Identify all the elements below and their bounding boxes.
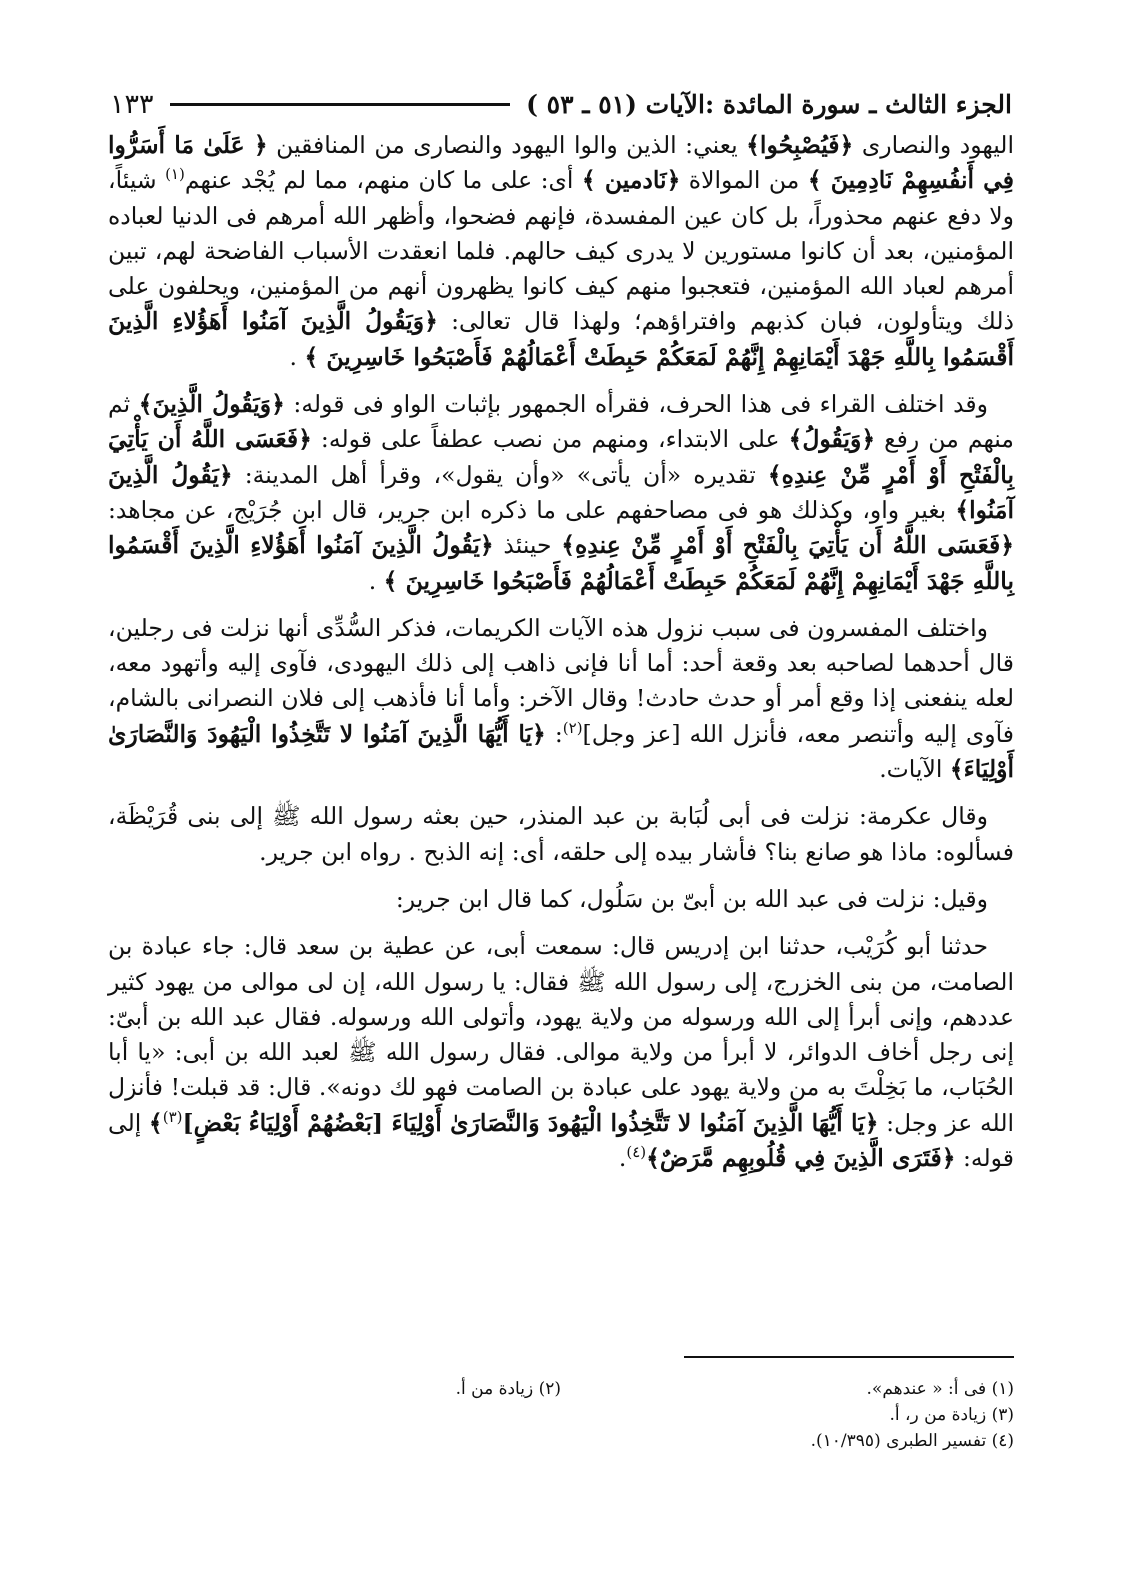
text: .	[618, 1144, 627, 1173]
footnote-ref: (٣)	[162, 1107, 183, 1126]
footnote-ref: (٢)	[562, 718, 583, 737]
text: .	[289, 342, 305, 371]
quran-quote: ﴿فَتَرَى الَّذِينَ فِي قُلُوبِهِم مَّرَضٌ﴾	[646, 1144, 956, 1173]
text: شيئاً، ولا دفع عنهم محذوراً، بل كان عين المفسدة، فإنهم فضحوا، وأظهر الله أمرهم فى الدنيا لعباده المؤمنين، بعد أن كانوا مستورين لا يدرى كيف حالهم. فلما انعقدت الأسباب الفاضحة لهم، تبين أمرهم لعباد الله المؤمنين، فتعجبوا منهم كيف كانوا يظهرون أنهم من المؤمنين، ويحلفون على ذلك ويتأولون، فبان كذبهم وافتراؤهم؛ ولهذا قال تعالى:	[108, 166, 1014, 336]
paragraph-5	[108, 882, 1014, 917]
header-rule	[170, 103, 511, 106]
page-body	[108, 128, 1014, 1188]
quran-quote: ﴿وَيَقُولُ الَّذِينَ﴾	[138, 390, 285, 419]
footnote-ref: (٤)	[626, 1143, 647, 1162]
footnote-row	[108, 1376, 1014, 1402]
text: واختلف المفسرون فى سبب نزول هذه الآيات الكريمات، فذكر السُّدِّى أنها نزلت فى رجلين، قال أحدهما لصاحبه بعد وقعة أحد: أما أنا فإنى ذاهب إلى ذلك اليهودى، فآوى إليه وأتهود معه، لعله ينفعنى إذا وقع أمر أو حدث حادث! وقال الآخر: وأما أنا فأذهب إلى فلان النصرانى بالشام، فآوى إليه وأتنصر معه، فأنزل الله [عز وجل]	[108, 613, 1015, 748]
footnote-ref: (١)	[165, 165, 185, 184]
text: حدثنا أبو كُرَيْب، حدثنا ابن إدريس قال: سمعت أبى، عن عطية بن سعد قال: جاء عبادة بن الصامت، من بنى الخزرج، إلى رسول الله ﷺ فقال: يا رسول الله، إن لى موالى من يهود كثير عددهم، وإنى أبرأ إلى الله ورسوله من ولاية يهود، وأتولى الله ورسوله. فقال عبد الله بن أبىّ: إنى رجل أخاف الدوائر، لا أبرأ من ولاية موالى. فقال رسول الله ﷺ لعبد الله بن أبى: «يا أبا الحُبَاب، ما بَخِلْتَ به من ولاية يهود على عبادة بن الصامت فهو لك دونه». قال: قد قبلت! فأنزل الله عز وجل:	[108, 932, 1015, 1137]
text: .	[368, 566, 384, 595]
footnote-4: (٤) تفسير الطبرى (١٠/٣٩٥).	[810, 1431, 1014, 1451]
paragraph-1	[108, 128, 1014, 375]
text: الآيات.	[879, 755, 950, 784]
text: بغير واو، وكذلك هو فى مصاحفهم على ما ذكره ابن جرير، قال ابن جُرَيْج، عن مجاهد:	[108, 495, 956, 524]
page-number: ١٣٣	[110, 88, 154, 120]
text: تقديره «أن يأتى» «وأن يقول»، وقرأ أهل المدينة:	[232, 460, 768, 489]
quran-quote: ﴿يَا أَيُّهَا الَّذِينَ آمَنُوا لا تَتَّخِذُوا الْيَهُودَ وَالنَّصَارَىٰ أَوْلِيَاءَ [بَعْضُهُمْ أَوْلِيَاءُ بَعْضٍ]	[182, 1108, 879, 1137]
text: ثم منهم من رفع	[108, 390, 1014, 454]
quran-quote: ﴿نَادمين ﴾	[581, 166, 681, 195]
text: اليهود والنصارى	[853, 131, 1014, 159]
text: حينئذ	[493, 531, 562, 560]
quran-quote: ﴿فَعَسَى اللَّهُ أَن يَأْتِيَ بِالْفَتْحِ أَوْ أَمْرٍ مِّنْ عِندِهِ﴾	[561, 531, 1014, 560]
quran-quote: ﴾	[148, 1108, 163, 1137]
quran-quote: ﴿يَقُولُ الَّذِينَ آمَنُوا أَهَؤُلاءِ الَّذِينَ أَقْسَمُوا بِاللَّهِ جَهْدَ أَيْمَانِهِمْ إِنَّهُمْ لَمَعَكُمْ حَبِطَتْ أَعْمَالُهُمْ فَأَصْبَحُوا خَاسِرِينَ ﴾	[108, 531, 1014, 595]
running-title: الجزء الثالث ـ سورة المائدة :الآيات (٥١ ـ ٥٣ )	[526, 89, 1012, 119]
text: على الابتداء، ومنهم من نصب عطفاً على قوله:	[311, 425, 789, 454]
paragraph-2	[108, 387, 1014, 599]
page-header	[110, 84, 1012, 124]
footnote-2: (٢) زيادة من أ.	[455, 1379, 561, 1399]
footnote-3: (٣) زيادة من ر، أ.	[889, 1405, 1014, 1425]
text: إلى قوله:	[108, 1108, 1014, 1173]
quran-quote: ﴿يَا أَيُّهَا الَّذِينَ آمَنُوا لا تَتَّخِذُوا الْيَهُودَ وَالنَّصَارَىٰ أَوْلِيَاءَ﴾	[108, 719, 1014, 784]
footnote-1: (١) فى أ: « عندهم».	[866, 1379, 1014, 1399]
quran-quote: ﴿وَيَقُولُ الَّذِينَ آمَنُوا أَهَؤُلاءِ الَّذِينَ أَقْسَمُوا بِاللَّهِ جَهْدَ أَيْمَانِهِمْ إِنَّهُمْ لَمَعَكُمْ حَبِطَتْ أَعْمَالُهُمْ فَأَصْبَحُوا خَاسِرِينَ ﴾	[108, 307, 1014, 371]
paragraph-4	[108, 799, 1014, 870]
footnotes	[108, 1376, 1014, 1454]
quran-quote: ﴿يَقُولُ الَّذِينَ آمَنُوا﴾	[108, 460, 1014, 524]
text: أى: على ما كان منهم، مما لم يُجْد عنهم	[184, 166, 582, 195]
text: وقد اختلف القراء فى هذا الحرف، فقرأه الجمهور بإثبات الواو فى قوله:	[284, 390, 988, 419]
footnote-separator	[684, 1356, 1014, 1358]
paragraph-3	[108, 611, 1014, 787]
paragraph-6	[108, 929, 1014, 1176]
text: وقال عكرمة: نزلت فى أبى لُبَابة بن عبد المنذر، حين بعثه رسول الله ﷺ إلى بنى قُرَيْظَة، فسألوه: ماذا هو صانع بنا؟ فأشار بيده إلى حلقه، أى: إنه الذبح . رواه ابن جرير.	[108, 802, 1014, 866]
text: من الموالاة	[680, 166, 808, 195]
quran-quote: ﴿فَعَسَى اللَّهُ أَن يَأْتِيَ بِالْفَتْحِ أَوْ أَمْرٍ مِّنْ عِندِهِ﴾	[108, 425, 1015, 489]
quran-quote: ﴿فَيُصْبِحُوا﴾	[746, 131, 854, 159]
quran-quote: ﴿ عَلَىٰ مَا أَسَرُّوا فِي أَنفُسِهِمْ نَادِمِينَ ﴾	[108, 131, 1015, 195]
text: يعني: الذين والوا اليهود والنصارى من المنافقين	[267, 131, 747, 159]
quran-quote: ﴿وَيَقُولُ﴾	[788, 425, 876, 454]
text: وقيل: نزلت فى عبد الله بن أبىّ بن سَلُول، كما قال ابن جرير:	[395, 884, 988, 913]
text: :	[545, 719, 563, 748]
